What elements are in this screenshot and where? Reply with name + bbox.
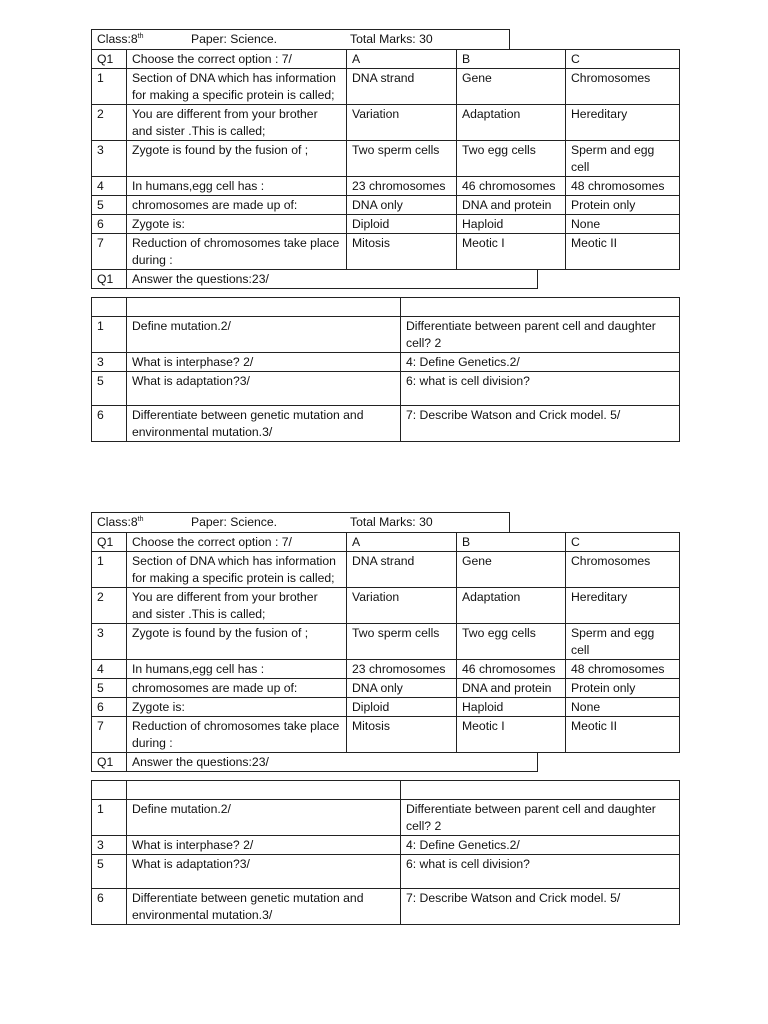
mcq-table (91, 532, 680, 753)
table-row: 7 Reduction of chromosomes take place during : Mitosis Meotic I Meotic II (92, 234, 680, 270)
table-row: 6 Zygote is: Diploid Haploid None (92, 215, 680, 234)
section-heading (91, 269, 538, 289)
table-row: 1 Section of DNA which has information for making a specific protein is called; DNA strand Gene Chromosomes (92, 69, 680, 105)
table-row: 3 What is interphase? 2/ 4: Define Genetics.2/ (92, 836, 680, 855)
mcq-table (91, 49, 680, 270)
section-number: Q1 (92, 753, 127, 772)
blank-row (92, 781, 680, 800)
table-row: 3 Zygote is found by the fusion of ; Two sperm cells Two egg cells Sperm and egg cell (92, 624, 680, 660)
table-row: 4 In humans,egg cell has : 23 chromosomes 46 chromosomes 48 chromosomes (92, 660, 680, 679)
mcq-heading-row: Q1 Choose the correct option : 7/ A B C (92, 533, 680, 552)
table-row: 7 Reduction of chromosomes take place during : Mitosis Meotic I Meotic II (92, 717, 680, 753)
short-questions-table (91, 297, 680, 442)
short-questions-table (91, 780, 680, 925)
total-marks: Total Marks: 30 (350, 32, 433, 46)
paper-header (91, 29, 510, 50)
table-row: 3 Zygote is found by the fusion of ; Two sperm cells Two egg cells Sperm and egg cell (92, 141, 680, 177)
table-row: 3 What is interphase? 2/ 4: Define Genetics.2/ (92, 353, 680, 372)
table-row: 2 You are different from your brother and sister .This is called; Variation Adaptation Hereditary (92, 588, 680, 624)
mcq-heading-row: Q1 Choose the correct option : 7/ A B C (92, 50, 680, 69)
section-heading (91, 752, 538, 772)
table-row: 6 Zygote is: Diploid Haploid None (92, 698, 680, 717)
table-row: 1 Section of DNA which has information for making a specific protein is called; DNA strand Gene Chromosomes (92, 552, 680, 588)
question-paper-1 (91, 29, 679, 442)
table-row: 5 chromosomes are made up of: DNA only DNA and protein Protein only (92, 679, 680, 698)
class-label: Class:8th (97, 32, 144, 46)
section-number: Q1 (92, 270, 127, 289)
table-row: 6 Differentiate between genetic mutation and environmental mutation.3/ 7: Describe Watson and Crick model. 5/ (92, 889, 680, 925)
table-row: 1 Define mutation.2/ Differentiate between parent cell and daughter cell? 2 (92, 317, 680, 353)
table-row: 5 chromosomes are made up of: DNA only DNA and protein Protein only (92, 196, 680, 215)
table-row: 5 What is adaptation?3/ 6: what is cell division? (92, 372, 680, 406)
table-row: 5 What is adaptation?3/ 6: what is cell division? (92, 855, 680, 889)
paper-header (91, 512, 510, 533)
paper-title: Paper: Science. (191, 32, 278, 46)
table-row: 2 You are different from your brother and sister .This is called; Variation Adaptation Hereditary (92, 105, 680, 141)
total-marks: Total Marks: 30 (350, 515, 433, 529)
class-label: Class:8th (97, 515, 144, 529)
table-row: 1 Define mutation.2/ Differentiate between parent cell and daughter cell? 2 (92, 800, 680, 836)
blank-row (92, 298, 680, 317)
section-title: Answer the questions:23/ (127, 753, 538, 772)
table-row: 6 Differentiate between genetic mutation and environmental mutation.3/ 7: Describe Watson and Crick model. 5/ (92, 406, 680, 442)
paper-title: Paper: Science. (191, 515, 278, 529)
section-title: Answer the questions:23/ (127, 270, 538, 289)
question-paper-2 (91, 512, 679, 925)
table-row: 4 In humans,egg cell has : 23 chromosomes 46 chromosomes 48 chromosomes (92, 177, 680, 196)
